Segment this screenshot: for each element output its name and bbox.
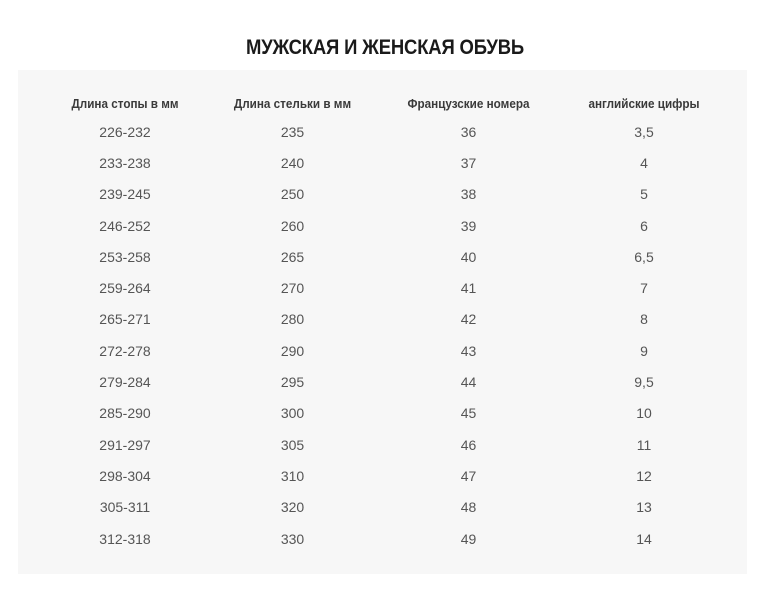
cell-english-size: 3,5 xyxy=(634,123,654,140)
cell-french-size: 45 xyxy=(460,405,477,422)
cell-foot-length: 285-290 xyxy=(99,405,151,422)
cell-foot-length: 305-311 xyxy=(99,499,151,516)
size-table xyxy=(40,90,726,554)
cell-french-size: 48 xyxy=(460,499,477,516)
cell-english-size: 9 xyxy=(640,342,648,359)
cell-insole-length: 290 xyxy=(280,342,305,359)
cell-foot-length: 239-245 xyxy=(99,186,151,203)
cell-english-size: 13 xyxy=(636,499,652,516)
cell-foot-length: 272-278 xyxy=(99,342,151,359)
table-row xyxy=(40,210,726,241)
cell-french-size: 49 xyxy=(460,530,477,547)
table-row xyxy=(40,492,726,523)
cell-english-size: 10 xyxy=(636,405,652,422)
cell-insole-length: 280 xyxy=(280,311,305,328)
cell-english-size: 11 xyxy=(636,436,652,453)
table-header-row xyxy=(40,90,726,116)
cell-french-size: 36 xyxy=(460,123,477,140)
cell-foot-length: 259-264 xyxy=(99,280,151,297)
header-french-size: Французские номера xyxy=(407,95,530,111)
header-insole-length: Длина стельки в мм xyxy=(233,95,352,111)
cell-french-size: 47 xyxy=(460,467,477,484)
size-table-panel xyxy=(18,70,747,574)
header-foot-length: Длина стопы в мм xyxy=(71,95,179,111)
cell-foot-length: 312-318 xyxy=(99,530,151,547)
cell-french-size: 42 xyxy=(460,311,477,328)
cell-english-size: 6,5 xyxy=(634,248,654,265)
table-row xyxy=(40,304,726,335)
table-row xyxy=(40,272,726,303)
table-row xyxy=(40,429,726,460)
table-row xyxy=(40,335,726,366)
cell-insole-length: 250 xyxy=(280,186,305,203)
cell-insole-length: 265 xyxy=(280,248,305,265)
cell-french-size: 37 xyxy=(460,154,477,171)
table-row xyxy=(40,366,726,397)
cell-english-size: 5 xyxy=(640,186,648,203)
table-row xyxy=(40,398,726,429)
cell-foot-length: 291-297 xyxy=(99,436,151,453)
size-table-body xyxy=(40,116,726,554)
cell-french-size: 41 xyxy=(460,280,477,297)
cell-insole-length: 270 xyxy=(280,280,305,297)
cell-insole-length: 235 xyxy=(280,123,305,140)
cell-english-size: 6 xyxy=(640,217,648,234)
cell-insole-length: 320 xyxy=(280,499,305,516)
cell-foot-length: 233-238 xyxy=(99,154,151,171)
cell-french-size: 43 xyxy=(460,342,477,359)
cell-english-size: 4 xyxy=(640,154,648,171)
cell-english-size: 12 xyxy=(636,467,652,484)
table-row xyxy=(40,147,726,178)
cell-french-size: 39 xyxy=(460,217,477,234)
cell-english-size: 7 xyxy=(640,280,648,297)
cell-insole-length: 330 xyxy=(280,530,305,547)
table-row xyxy=(40,460,726,491)
cell-insole-length: 300 xyxy=(280,405,305,422)
header-english-size: английские цифры xyxy=(588,95,700,111)
table-row xyxy=(40,116,726,147)
cell-foot-length: 226-232 xyxy=(99,123,151,140)
table-row xyxy=(40,179,726,210)
cell-insole-length: 260 xyxy=(280,217,305,234)
cell-foot-length: 246-252 xyxy=(99,217,151,234)
cell-french-size: 44 xyxy=(460,374,477,391)
cell-english-size: 9,5 xyxy=(634,374,654,391)
cell-foot-length: 279-284 xyxy=(99,374,151,391)
table-row xyxy=(40,241,726,272)
cell-french-size: 40 xyxy=(460,248,477,265)
cell-english-size: 8 xyxy=(640,311,648,328)
cell-insole-length: 310 xyxy=(280,467,305,484)
cell-foot-length: 265-271 xyxy=(99,311,151,328)
cell-foot-length: 253-258 xyxy=(99,248,151,265)
cell-insole-length: 305 xyxy=(280,436,305,453)
cell-insole-length: 295 xyxy=(280,374,305,391)
cell-french-size: 38 xyxy=(460,186,477,203)
cell-english-size: 14 xyxy=(636,530,652,547)
table-row xyxy=(40,523,726,554)
page-title: МУЖСКАЯ И ЖЕНСКАЯ ОБУВЬ xyxy=(246,36,524,60)
cell-insole-length: 240 xyxy=(280,154,305,171)
cell-french-size: 46 xyxy=(460,436,477,453)
cell-foot-length: 298-304 xyxy=(99,467,151,484)
